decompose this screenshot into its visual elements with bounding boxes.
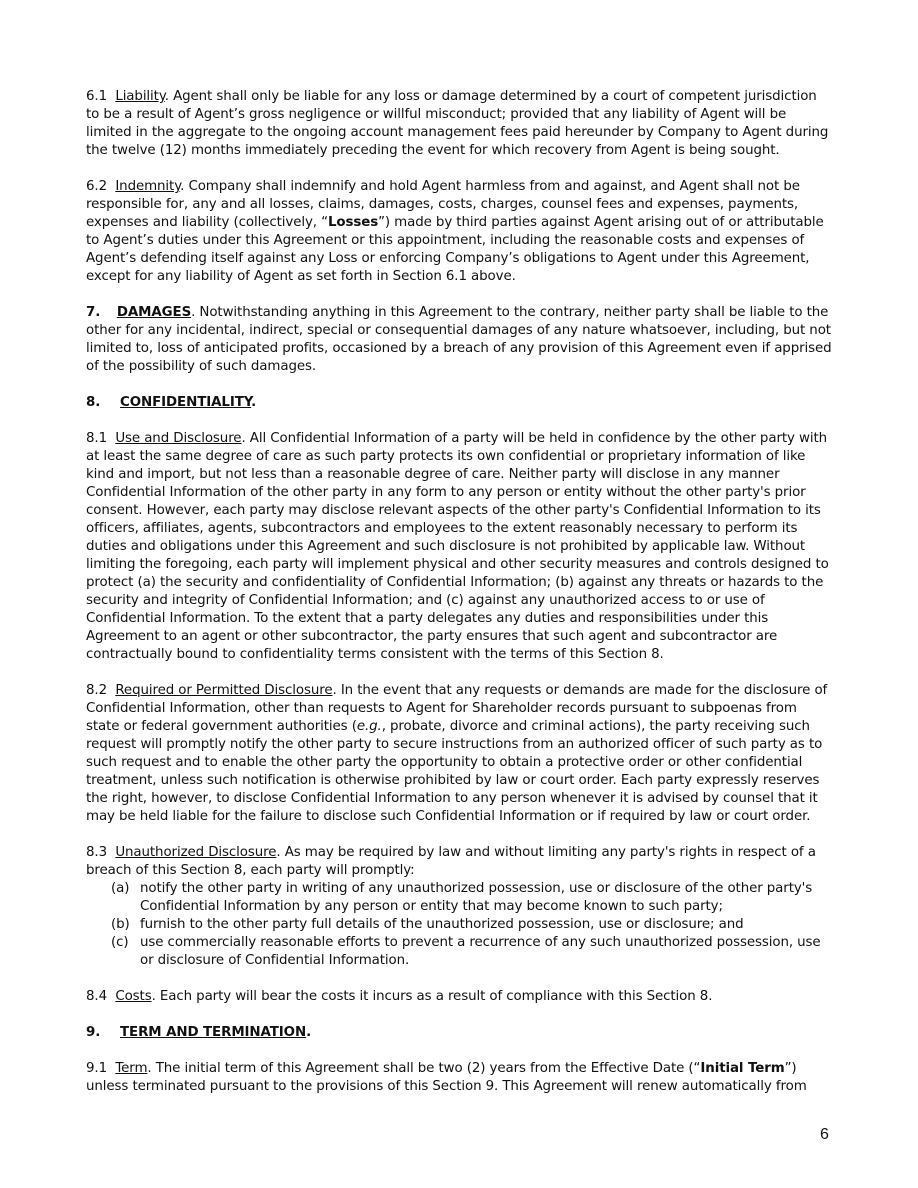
list-marker: (b)	[111, 917, 130, 932]
section-title-tail: .	[306, 1025, 312, 1040]
section-7	[86, 304, 832, 376]
list-item	[86, 934, 832, 970]
section-text: . As may be required by law and without limiting any party's rights in respect of a breach of this Section 8, each party will promptly:	[86, 845, 816, 878]
section-text: ”) made by third parties against Agent arising out of or attributable to Agent’s duties under this Agreement or this appointment, including the reasonable costs and expenses of Agent’s defending itself against any Loss or enforcing Company’s obligations to Agent under this Agreement, except for any liability of Agent as set forth in Section 6.1 above.	[86, 215, 824, 284]
heading-section-8	[86, 394, 832, 412]
section-number: 8.4	[86, 989, 107, 1004]
section-8-4	[86, 988, 832, 1006]
section-title-tail: .	[251, 395, 257, 410]
section-number: 8.1	[86, 431, 107, 446]
page-number: 6	[820, 1126, 829, 1143]
section-number: 8.3	[86, 845, 107, 860]
section-number: 8.	[86, 395, 101, 410]
section-title: Liability	[115, 89, 165, 104]
section-title: Indemnity	[115, 179, 181, 194]
section-number: 9.	[86, 1025, 101, 1040]
list-item-text: furnish to the other party full details of the unauthorized possession, use or disclosure; and	[140, 917, 744, 932]
section-8-3	[86, 844, 832, 880]
defined-term: Losses	[327, 215, 379, 230]
section-text: . The initial term of this Agreement shall be two (2) years from the Effective Date (“	[147, 1061, 701, 1076]
section-number: 9.1	[86, 1061, 107, 1076]
list-item-text: notify the other party in writing of any unauthorized possession, use or disclosure of the other party's Confidential Information by any person or entity that may become known to such party;	[140, 881, 813, 914]
section-6-2	[86, 178, 832, 286]
italic-text: e.g.	[356, 719, 382, 734]
heading-section-9	[86, 1024, 832, 1042]
section-text: . In the event that any requests or demands are made for the disclosure of Confidential Information, other than requests to Agent for Shareholder records pursuant to subpoenas from state or federal government authorities (	[86, 683, 828, 734]
section-number: 8.2	[86, 683, 107, 698]
section-title: Term	[115, 1061, 148, 1076]
section-text: . Notwithstanding anything in this Agreement to the contrary, neither party shall be liable to the other for any incidental, indirect, special or consequential damages of any nature whatsoever, including, but not limited to, loss of anticipated profits, occasioned by a breach of any provision of this Agreement even if apprised of the possibility of such damages.	[86, 305, 832, 374]
document-body	[86, 88, 832, 1114]
section-number: 6.2	[86, 179, 107, 194]
section-text: . Each party will bear the costs it incurs as a result of compliance with this Section 8.	[151, 989, 713, 1004]
disclosure-obligations-list	[86, 880, 832, 970]
section-number: 6.1	[86, 89, 107, 104]
list-marker: (c)	[111, 935, 129, 950]
section-title: TERM AND TERMINATION	[120, 1025, 307, 1040]
section-9-1	[86, 1060, 832, 1096]
section-6-1	[86, 88, 832, 160]
section-title: DAMAGES	[116, 305, 192, 320]
section-title: Unauthorized Disclosure	[115, 845, 277, 860]
section-title: Use and Disclosure	[115, 431, 242, 446]
section-8-1	[86, 430, 832, 664]
section-title: Costs	[115, 989, 152, 1004]
section-text: ”) unless terminated pursuant to the provisions of this Section 9. This Agreement will renew automatically from	[86, 1061, 807, 1094]
list-marker: (a)	[111, 881, 130, 896]
section-number: 7.	[86, 305, 101, 320]
section-8-2	[86, 682, 832, 826]
defined-term: Initial Term	[700, 1061, 785, 1076]
section-text: . All Confidential Information of a party will be held in confidence by the other party with at least the same degree of care as such party protects its own confidential or proprietary information of like kind and import, but not less than a reasonable degree of care. Neither party will disclose in any manner Confidential Information of the other party in any form to any person or entity without the other party's prior consent. However, each party may disclose relevant aspects of the other party's Confidential Information to its officers, affiliates, agents, subcontractors and employees to the extent reasonably necessary to perform its duties and obligations under this Agreement and such disclosure is not prohibited by applicable law. Without limiting the foregoing, each party will implement physical and other security measures and controls designed to protect (a) the security and confidentiality of Confidential Information; (b) against any threats or hazards to the security and integrity of Confidential Information; and (c) against any unauthorized access to or use of Confidential Information. To the extent that a party delegates any duties and responsibilities under this Agreement to an agent or other subcontractor, the party ensures that such agent and subcontractor are contractually bound to confidentiality terms consistent with the terms of this Section 8.	[86, 431, 829, 662]
section-text: , probate, divorce and criminal actions), the party receiving such request will promptly notify the other party to secure instructions from an authorized officer of such party as to such request and to enable the other party the opportunity to obtain a protective order or other confidential treatment, unless such notification is otherwise prohibited by law or court order. Each party expressly reserves the right, however, to disclose Confidential Information to any person whenever it is advised by counsel that it may be held liable for the failure to disclose such Confidential Information or if required by law or court order.	[86, 719, 823, 824]
section-text: . Company shall indemnify and hold Agent harmless from and against, and Agent shall not be responsible for, any and all losses, claims, damages, costs, charges, counsel fees and expenses, payments, expenses and liability (collectively, “	[86, 179, 800, 230]
list-item-text: use commercially reasonable efforts to prevent a recurrence of any such unauthorized possession, use or disclosure of Confidential Information.	[140, 935, 821, 968]
section-text: . Agent shall only be liable for any loss or damage determined by a court of competent jurisdiction to be a result of Agent’s gross negligence or willful misconduct; provided that any liability of Agent will be limited in the aggregate to the ongoing account management fees paid hereunder by Company to Agent during the twelve (12) months immediately preceding the event for which recovery from Agent is being sought.	[86, 89, 829, 158]
list-item	[86, 916, 832, 934]
section-title: CONFIDENTIALITY	[120, 395, 252, 410]
section-title: Required or Permitted Disclosure	[115, 683, 333, 698]
list-item	[86, 880, 832, 916]
